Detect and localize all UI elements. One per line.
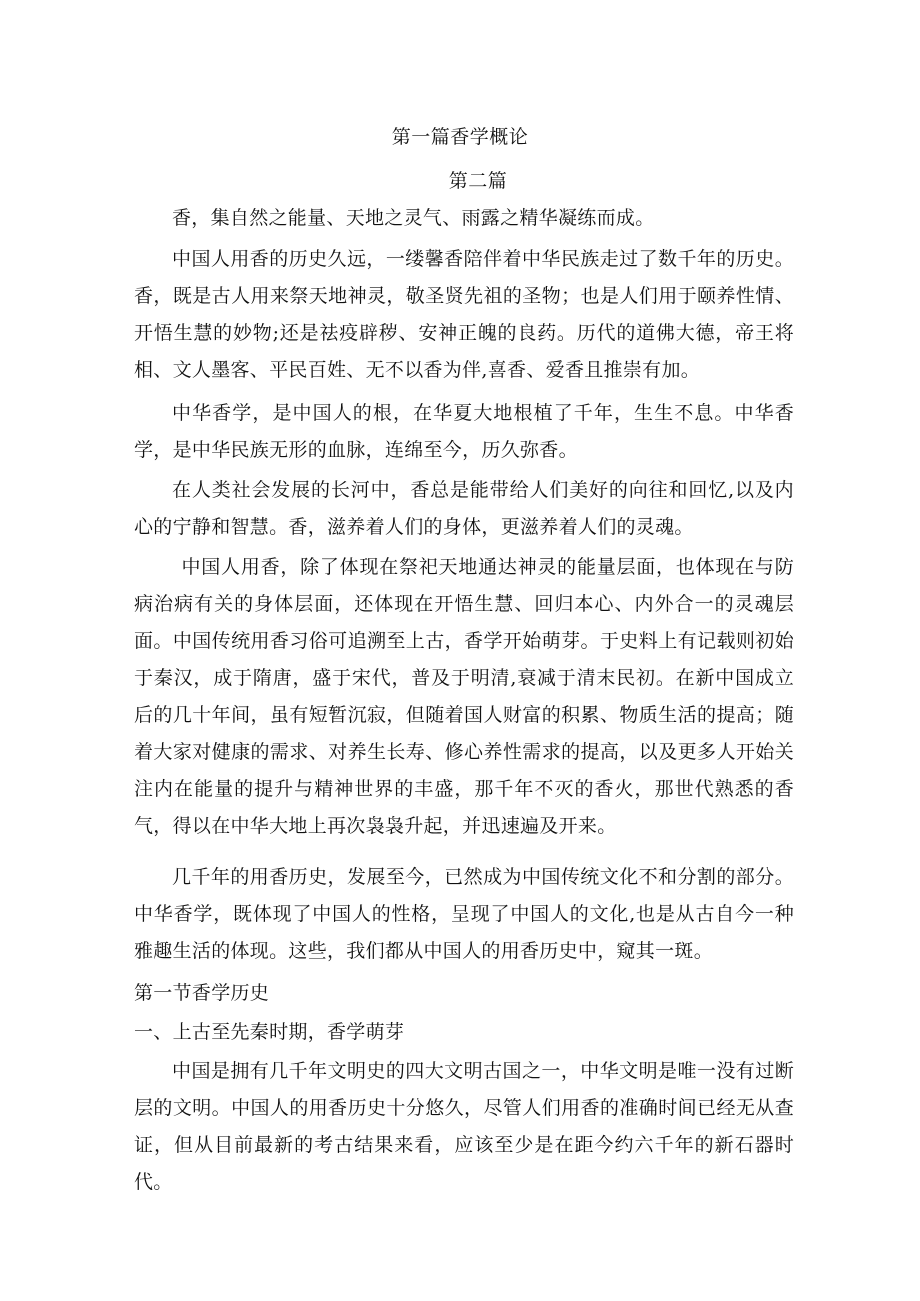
- intro-paragraph: 香，集自然之能量、天地之灵气、雨露之精华凝练而成。: [172, 207, 655, 229]
- page-title: 第一篇香学概论: [391, 126, 529, 148]
- body-paragraph-1: 中国人用香的历史久远，一缕馨香陪伴着中华民族走过了数千年的历史。香，既是古人用来祭天地神灵，敬圣贤先祖的圣物；也是人们用于颐养性情、开悟生慧的妙物;还是祛疫辟秽、安神正魄的良药。历代的道佛大德，帝王将相、文人墨客、平民百姓、无不以香为伴,喜香、爱香且推崇有加。: [134, 248, 794, 381]
- page-subtitle: 第二篇: [448, 170, 508, 192]
- subsection-heading: 一、上古至先秦时期，香学萌芽: [134, 1021, 405, 1043]
- body-paragraph-2: 中华香学，是中国人的根，在华夏大地根植了千年，生生不息。中华香学，是中华民族无形的血脉，连绵至今，历久弥香。: [134, 402, 794, 461]
- body-paragraph-3: 在人类社会发展的长河中，香总是能带给人们美好的向往和回忆,以及内心的宁静和智慧。香，滋养着人们的身体，更滋养着人们的灵魂。: [134, 479, 794, 538]
- closing-paragraph: 中国是拥有几千年文明史的四大文明古国之一，中华文明是唯一没有过断层的文明。中国人的用香历史十分悠久，尽管人们用香的准确时间已经无从查证，但从目前最新的考古结果来看，应该至少是在距今约六千年的新石器时代。: [134, 1060, 794, 1193]
- body-paragraph-5: 几千年的用香历史，发展至今，已然成为中国传统文化不和分割的部分。中华香学，既体现了中国人的性格，呈现了中国人的文化,也是从古自今一种雅趣生活的体现。这些，我们都从中国人的用香历史中，窥其一斑。: [134, 866, 794, 962]
- body-paragraph-4: 中国人用香，除了体现在祭祀天地通达神灵的能量层面，也体现在与防病治病有关的身体层面，还体现在开悟生慧、回归本心、内外合一的灵魂层面。中国传统用香习俗可追溯至上古，香学开始萌芽。于史料上有记载则初始于秦汉，成于隋唐，盛于宋代，普及于明清,衰减于清末民初。在新中国成立后的几十年间，虽有短暂沉寂，但随着国人财富的积累、物质生活的提高；随着大家对健康的需求、对养生长寿、修心养性需求的提高，以及更多人开始关注内在能量的提升与精神世界的丰盛，那千年不灭的香火，那世代熟悉的香气，得以在中华大地上再次袅袅升起，并迅速遍及开来。: [134, 556, 794, 837]
- section-heading: 第一节香学历史: [134, 982, 270, 1004]
